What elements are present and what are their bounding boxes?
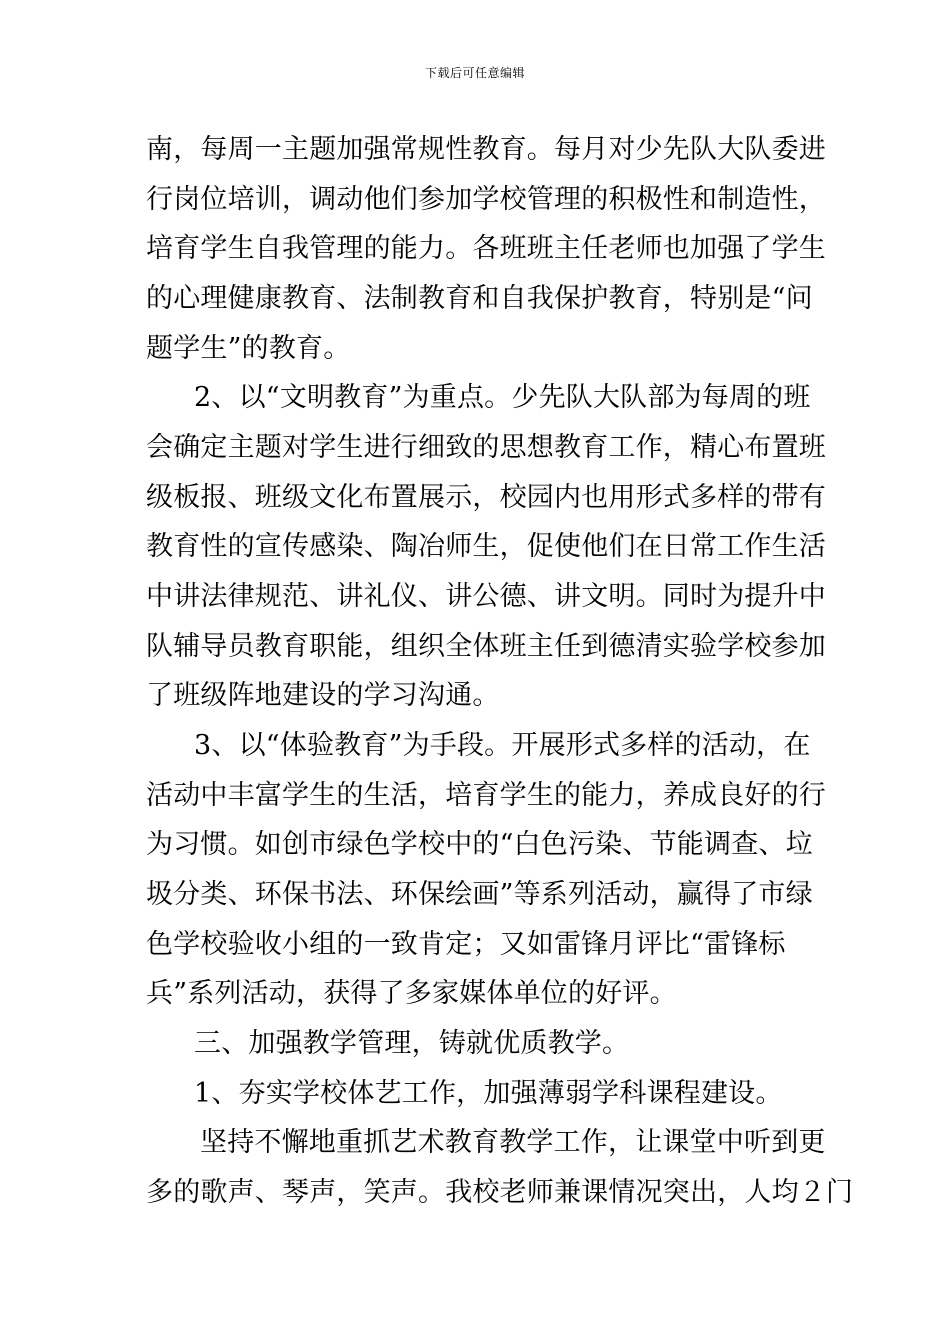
paragraph-start-line: 2、以“文明教育”为重点。少先队大队部为每周的班 <box>194 382 811 413</box>
text-line: 南，每周一主题加强常规性教育。每月对少先队大队委进 <box>146 134 826 165</box>
text-line: 多的歌声、琴声，笑声。我校老师兼课情况突出，人均２门 <box>146 1177 854 1208</box>
text-line: 培育学生自我管理的能力。各班班主任老师也加强了学生 <box>146 233 826 264</box>
text-line: 题学生”的教育。 <box>146 333 351 364</box>
text-line: 兵”系列活动，获得了多家媒体单位的好评。 <box>146 978 677 1009</box>
subsection-heading: 1、夯实学校体艺工作，加强薄弱学科课程建设。 <box>194 1078 783 1109</box>
text-line: 中讲法律规范、讲礼仪、讲公德、讲文明。同时为提升中 <box>146 581 826 612</box>
text-line: 的心理健康教育、法制教育和自我保护教育，特别是“问 <box>146 283 813 314</box>
text-line: 了班级阵地建设的学习沟通。 <box>146 680 500 711</box>
text-line: 会确定主题对学生进行细致的思想教育工作，精心布置班 <box>146 432 826 463</box>
text-line: 活动中丰富学生的生活，培育学生的能力，养成良好的行 <box>146 780 826 811</box>
page-header: 下载后可任意编辑 <box>424 66 525 80</box>
paragraph-start-line: 坚持不懈地重抓艺术教育教学工作，让课堂中听到更 <box>200 1127 826 1158</box>
text-line: 级板报、班级文化布置展示，校园内也用形式多样的带有 <box>146 482 826 513</box>
text-line: 教育性的宣传感染、陶冶师生，促使他们在日常工作生活 <box>146 531 826 562</box>
text-line: 为习惯。如创市绿色学校中的“白色污染、节能调查、垃 <box>146 829 813 860</box>
text-line: 队辅导员教育职能，组织全体班主任到德清实验学校参加 <box>146 631 826 662</box>
text-line: 行岗位培训，调动他们参加学校管理的积极性和制造性， <box>146 184 826 215</box>
paragraph-start-line: 3、以“体验教育”为手段。开展形式多样的活动，在 <box>194 730 811 761</box>
text-line: 圾分类、环保书法、环保绘画”等系列活动，赢得了市绿 <box>146 879 813 910</box>
text-line: 色学校验收小组的一致肯定；又如雷锋月评比“雷锋标 <box>146 929 786 960</box>
section-heading: 三、加强教学管理，铸就优质教学。 <box>194 1028 630 1059</box>
